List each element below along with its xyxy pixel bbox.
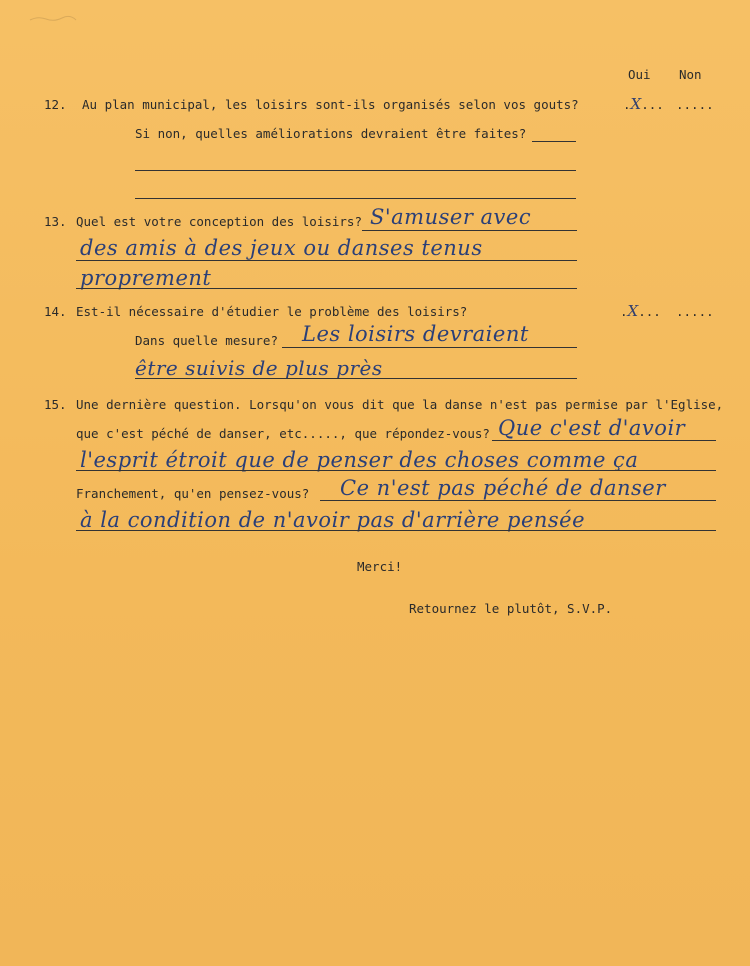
q13-answer-1: S'amuser avec [370,205,532,229]
q15-answer-2: l'esprit étroit que de penser des choses comme ça [80,448,639,472]
q13-answer-2: des amis à des jeux ou danses tenus [80,236,483,260]
q14-answer-2: être suivis de plus près [135,356,383,380]
q14-question: Est-il nécessaire d'étudier le problème des loisirs? [76,304,468,319]
q14-answer-line-1[interactable] [282,347,577,348]
q12-oui-checkbox[interactable] [623,95,664,113]
q15-answer-4: à la condition de n'avoir pas d'arrière pensée [80,508,586,532]
column-non-header: Non [679,67,702,82]
q12-oui-dots: ... [641,97,664,112]
q14-answer-line-2[interactable] [135,378,577,379]
q15-answer-1: Que c'est d'avoir [498,416,686,440]
q13-number: 13. [44,214,67,229]
q12-followup: Si non, quelles améliorations devraient être faites? [135,126,527,141]
q15-number: 15. [44,397,67,412]
q15-question: Une dernière question. Lorsqu'on vous dit que la danse n'est pas permise par l'Eglise, [76,397,724,412]
q14-oui-checkbox[interactable] [620,302,661,320]
q15-followup: Franchement, qu'en pensez-vous? [76,486,310,501]
q14-number: 14. [44,304,67,319]
q15-question-continued: que c'est péché de danser, etc....., que répondez-vous? [76,426,490,441]
q12-answer-line-2[interactable] [135,170,576,171]
column-oui-header: Oui [628,67,651,82]
q12-oui-mark: X [630,95,642,113]
q12-oui-pre-dot: . [623,97,631,112]
q13-answer-line-3[interactable] [76,288,577,289]
q14-answer-1: Les loisirs devraient [302,322,529,346]
q15-answer-line-1[interactable] [492,440,716,441]
q15-answer-line-4[interactable] [76,530,716,531]
q13-question: Quel est votre conception des loisirs? [76,214,362,229]
q13-answer-3: proprement [80,266,212,290]
q14-oui-mark: X [627,302,639,320]
q12-number: 12. [44,97,67,112]
q15-answer-line-3[interactable] [320,500,716,501]
q14-oui-dots: ... [638,304,661,319]
q14-followup: Dans quelle mesure? [135,333,278,348]
q14-oui-pre-dot: . [620,304,628,319]
thanks-text: Merci! [357,559,403,574]
q12-non-checkbox[interactable]: ..... [676,97,714,112]
q13-answer-line-1[interactable] [362,230,577,231]
q13-answer-line-2[interactable] [76,260,577,261]
q12-answer-line-3[interactable] [135,198,576,199]
q14-non-checkbox[interactable]: ..... [676,304,714,319]
q15-answer-3: Ce n'est pas péché de danser [340,476,666,500]
q15-answer-line-2[interactable] [76,470,716,471]
return-note: Retournez le plutôt, S.V.P. [409,601,613,616]
q12-answer-line-1[interactable] [532,141,576,142]
q12-question: Au plan municipal, les loisirs sont-ils organisés selon vos gouts? [82,97,579,112]
paper-smudge [28,14,88,24]
